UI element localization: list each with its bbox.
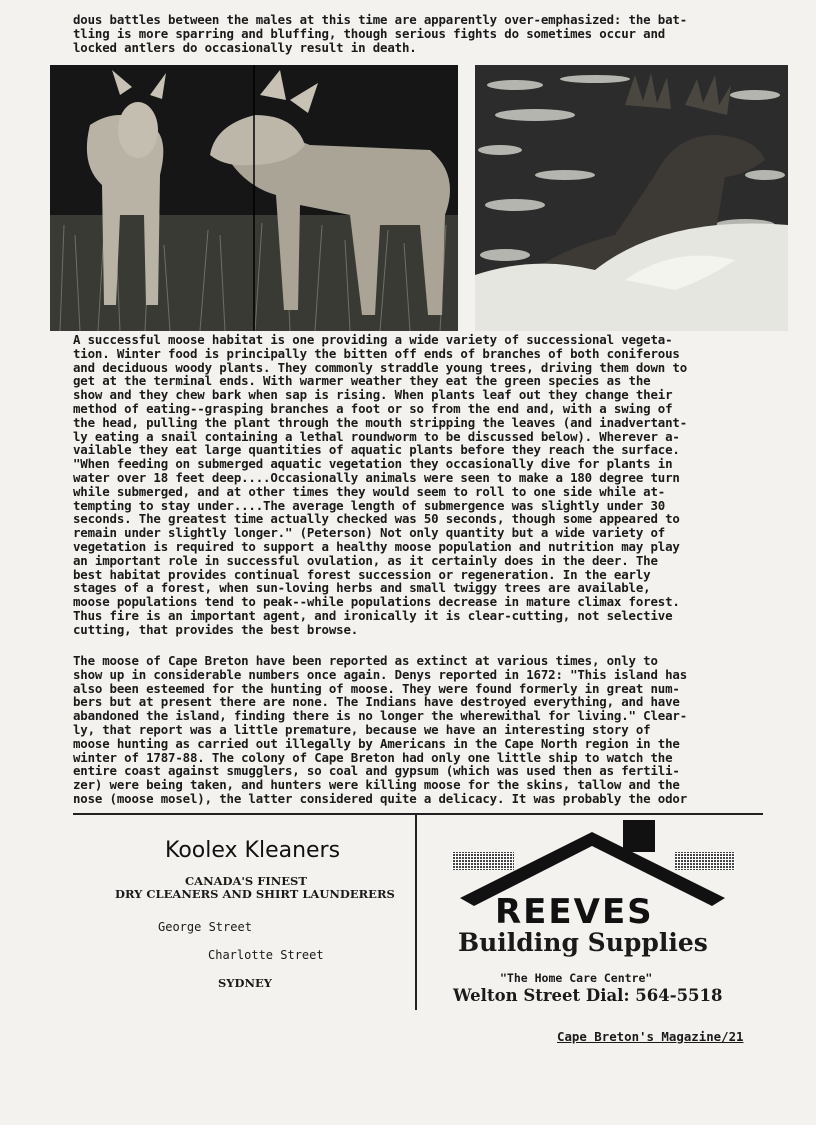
ad-reeves-building-supplies bbox=[420, 818, 765, 1013]
reeves-slogan: "The Home Care Centre" bbox=[500, 971, 653, 985]
page-folio: Cape Breton's Magazine/21 bbox=[557, 1029, 744, 1044]
reeves-name: REEVES bbox=[495, 892, 654, 932]
paragraph-history: The moose of Cape Breton have been reported as extinct at various times, only to show up in considerable numbers once again. Denys reported in 1672: "This island has also been esteemed for the hunting of moose. They were found formerly in great num- bers but at present there are none. The Indians have destroyed everything, and have abandoned the island, finding there is no longer the wherewithal for living." Clear- ly, that report was a little premature, because we have an interesting story of moose hunting as carried out illegally by Americans in the Cape North region in the winter of 1787-88. The colony of Cape Breton had only one little ship to watch the entire coast against smugglers, so coal and gypsum (which was used then as fertili- zer) were being taken, and hunters were killing moose for the skins, tallow and the nose (moose mosel), the latter considered quite a delicacy. It was probably the odor bbox=[73, 653, 688, 806]
koolex-street-george: George Street bbox=[158, 920, 252, 934]
koolex-city: SYDNEY bbox=[218, 976, 272, 990]
koolex-name: Koolex Kleaners bbox=[165, 838, 341, 863]
photo-moose-calves bbox=[50, 65, 458, 331]
koolex-tagline: CANADA'S FINEST bbox=[185, 874, 307, 888]
ad-divider-horizontal bbox=[73, 813, 763, 815]
photo-bull-moose-swimming bbox=[475, 65, 788, 331]
paragraph-habitat: A successful moose habitat is one providing a wide variety of successional vegeta- tion. Winter food is principally the bitten off ends of branches of both coniferous and deciduous woody plants. They commonly straddle young trees, driving them down to get at the terminal ends. With warmer weather they eat the green species as the show and they chew bark when sap is rising. When plants leaf out they change their method of eating--grasping branches a foot or so from the end and, with a swing of the head, pulling the plant through the mouth stripping the leaves (and inadvertant- ly eating a snail containing a lethal roundworm to be discussed below). Wherever a- vailable they eat large quantities of aquatic plants before they reach the surface. "When feeding on submerged aquatic vegetation they occasionally dive for plants in water over 18 feet deep....Occasionally animals were seen to make a 180 degree turn while submerged, and at other times they would seem to roll to one side while at- tempting to stay under....The average length of submergence was slightly under 30 seconds. The greatest time actually checked was 50 seconds, though some appeared to remain under slightly longer." (Peterson) Not only quantity but a wide variety of vegetation is required to support a healthy moose population and nutrition may play an important role in successful ovulation, as it certainly does in the deer. The best habitat provides continual forest succession or regeneration. In the early stages of a forest, when sun-loving herbs and small twiggy trees are available, moose populations tend to peak--while populations decrease in mature climax forest. Thus fire is an important agent, and ironically it is clear-cutting, not selective cutting, that provides the best browse. bbox=[73, 332, 688, 637]
reeves-address-phone: Welton Street Dial: 564-5518 bbox=[453, 986, 723, 1005]
koolex-street-charlotte: Charlotte Street bbox=[208, 948, 324, 962]
reeves-subtitle: Building Supplies bbox=[458, 928, 708, 957]
paragraph-battles: dous battles between the males at this time are apparently over-emphasized: the bat- tling is more sparring and bluffing, though serious fights do sometimes occur and locked antlers do occasionally result in death. bbox=[73, 12, 688, 55]
ad-divider-vertical bbox=[415, 814, 417, 1010]
koolex-services: DRY CLEANERS AND SHIRT LAUNDERERS bbox=[115, 887, 395, 901]
